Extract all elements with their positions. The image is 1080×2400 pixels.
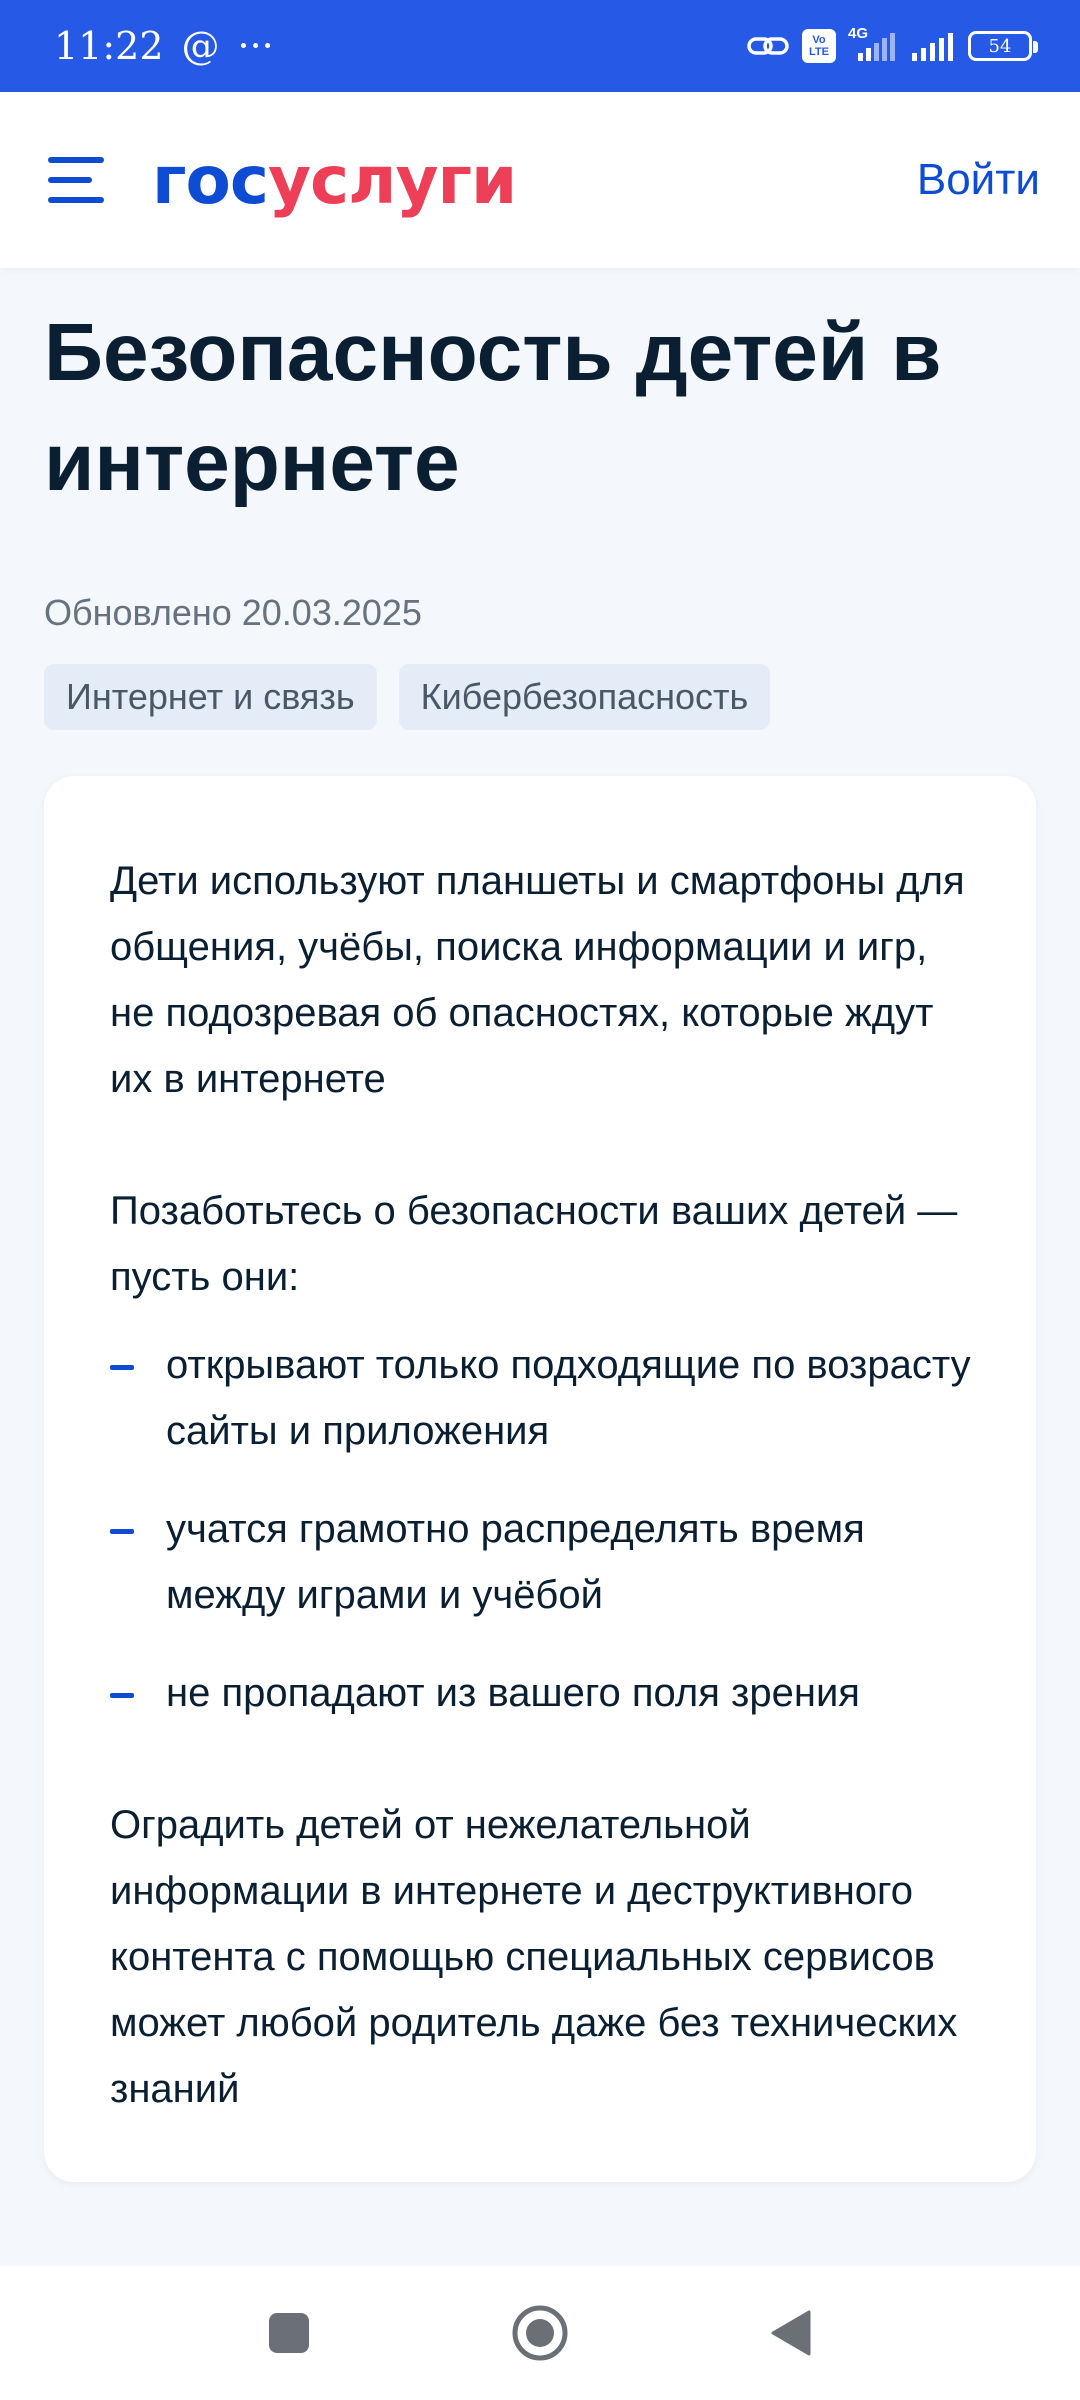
tag-cybersecurity[interactable]: Кибербезопасность (399, 664, 771, 730)
app-header (0, 92, 1080, 268)
gosuslugi-logo[interactable] (152, 142, 516, 219)
card-paragraph-intro: Дети используют планшеты и смартфоны для общения, учёбы, поиска информации и игр, не подозревая об опасностях, которые ждут их в интернете (110, 859, 965, 1101)
network-type: 4G (848, 25, 869, 42)
status-left (54, 24, 274, 68)
volte-bottom: LTE (809, 46, 829, 58)
status-time: 11:22 (54, 24, 164, 68)
battery-icon (968, 31, 1032, 61)
volte-top: Vo (812, 34, 826, 46)
list-item: не пропадают из вашего поля зрения (110, 1660, 990, 1726)
logo-part-gos: гос (152, 141, 268, 219)
tag-internet[interactable]: Интернет и связь (44, 664, 377, 730)
link-icon (746, 31, 790, 61)
card-paragraph-protect: Оградить детей от нежелательной информации в интернете и деструктивного контента с помощью специальных сервисов может любой родитель даже без технических знаний (110, 1803, 958, 2111)
list-item: учатся грамотно распределять время между играми и учёбой (110, 1496, 990, 1628)
content-card (44, 776, 1036, 2182)
list-item: открывают только подходящие по возрасту сайты и приложения (110, 1332, 990, 1464)
circle-icon[interactable] (511, 2304, 569, 2362)
triangle-back-icon[interactable] (769, 2308, 813, 2358)
updated-date: Обновлено 20.03.2025 (44, 592, 422, 633)
battery-level: 54 (988, 35, 1012, 57)
card-paragraph-care: Позаботьтесь о безопасности ваших детей — пусть они: (110, 1189, 958, 1299)
volte-icon (802, 29, 836, 63)
menu-line (48, 157, 104, 163)
page-main (44, 268, 1036, 730)
login-link[interactable]: Войти (916, 155, 1040, 204)
logo-part-uslugi: услуги (267, 141, 517, 219)
status-bar (0, 0, 1080, 92)
more-notifications-icon: ··· (237, 24, 274, 68)
card-bullet-list (110, 1332, 970, 1726)
at-icon: @ (181, 24, 220, 68)
menu-line (48, 197, 104, 203)
square-icon[interactable] (267, 2311, 311, 2355)
tag-list (44, 664, 1036, 730)
signal-4g-icon (848, 25, 898, 63)
page-title: Безопасность детей в интернете (44, 307, 942, 508)
status-right (746, 25, 1032, 63)
menu-line (48, 177, 92, 183)
system-nav-bar (0, 2266, 1080, 2400)
hamburger-icon[interactable] (48, 157, 104, 203)
signal-icon (910, 29, 956, 63)
